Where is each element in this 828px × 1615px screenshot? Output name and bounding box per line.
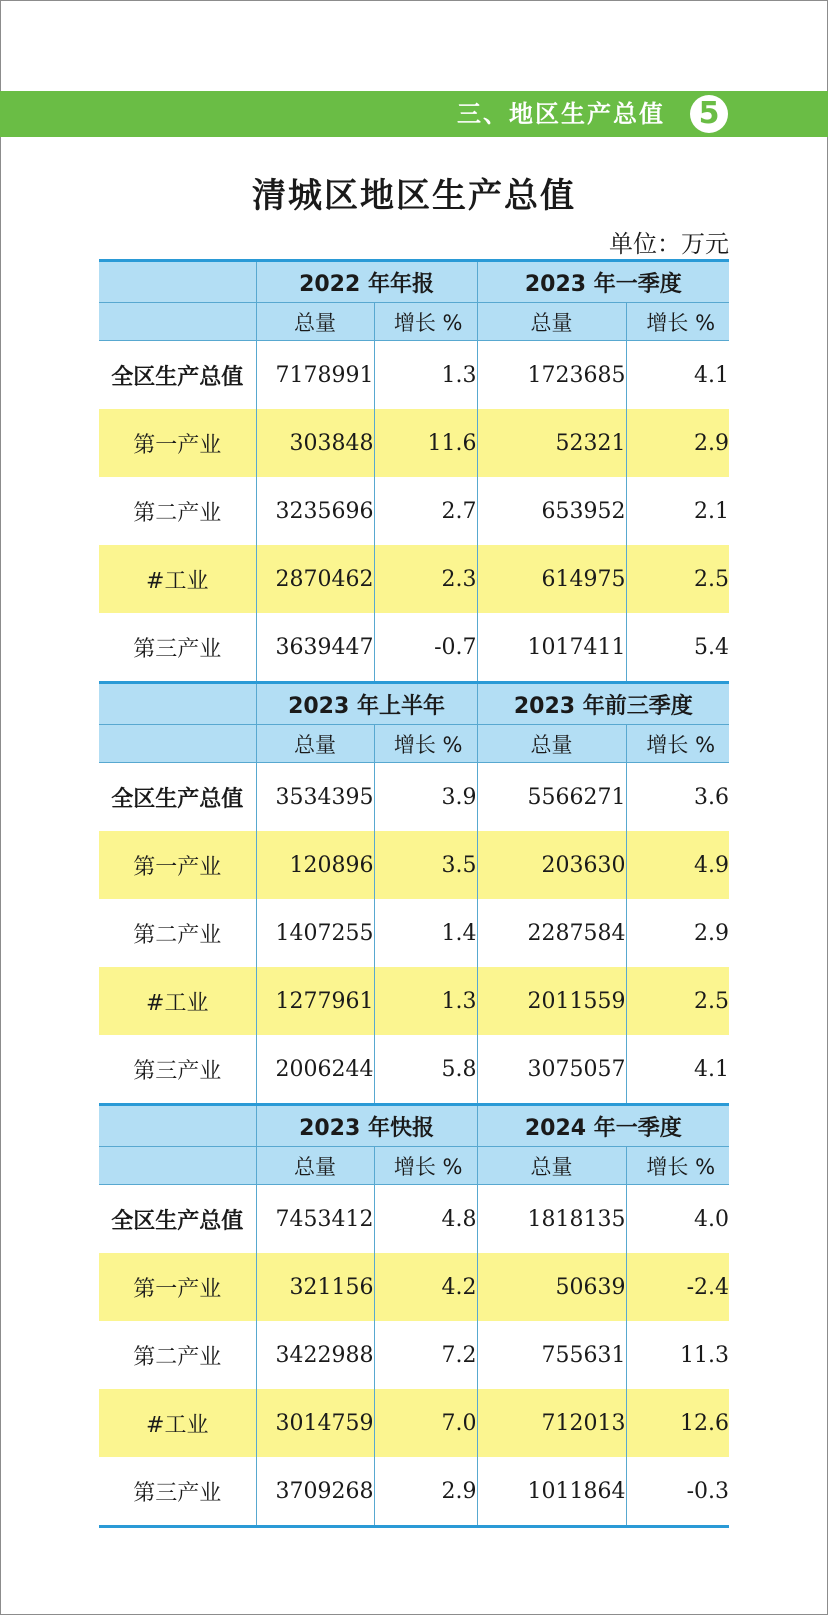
period-a-growth: 2.9	[374, 1457, 477, 1527]
table-row	[99, 967, 729, 1035]
total-header: 总量	[477, 725, 626, 763]
period-a-growth: 7.2	[374, 1321, 477, 1389]
period-header-row	[99, 261, 729, 303]
period-b-total: 1723685	[477, 341, 626, 410]
period-a-total: 120896	[256, 831, 374, 899]
table-row	[99, 1389, 729, 1457]
period-b-growth: 2.5	[626, 545, 729, 613]
period-b-total: 2011559	[477, 967, 626, 1035]
growth-header: 增长 %	[626, 303, 729, 341]
period-b-growth: 3.6	[626, 763, 729, 832]
period-a-total: 7453412	[256, 1185, 374, 1254]
total-header: 总量	[256, 725, 374, 763]
page-number-badge: 5	[690, 95, 728, 133]
table-row	[99, 1185, 729, 1254]
period-a-total: 3422988	[256, 1321, 374, 1389]
period-a-growth: 1.3	[374, 341, 477, 410]
period-b-growth: 2.9	[626, 899, 729, 967]
period-b-growth: 12.6	[626, 1389, 729, 1457]
period-b-total: 755631	[477, 1321, 626, 1389]
total-header: 总量	[256, 1147, 374, 1185]
period-header-row	[99, 1105, 729, 1147]
table-row	[99, 831, 729, 899]
period-a-total: 3235696	[256, 477, 374, 545]
period-a-total: 2870462	[256, 545, 374, 613]
measure-header-row	[99, 725, 729, 763]
period-a-total: 3639447	[256, 613, 374, 683]
growth-header: 增长 %	[626, 725, 729, 763]
measure-header-row	[99, 1147, 729, 1185]
period-a-growth: 2.3	[374, 545, 477, 613]
period-a-total: 1277961	[256, 967, 374, 1035]
period-a-total: 3014759	[256, 1389, 374, 1457]
industry-label: 第二产业	[133, 1344, 222, 1370]
period-b-header: 2023 年一季度	[477, 261, 729, 303]
gdp-table-wrapper	[99, 259, 729, 1528]
period-a-total: 321156	[256, 1253, 374, 1321]
table-row	[99, 613, 729, 683]
industry-label: #工业	[99, 967, 256, 1035]
growth-header: 增长 %	[626, 1147, 729, 1185]
period-b-total: 1017411	[477, 613, 626, 683]
period-b-growth: 4.1	[626, 341, 729, 410]
period-a-total: 2006244	[256, 1035, 374, 1105]
period-b-total: 52321	[477, 409, 626, 477]
table-row	[99, 1321, 729, 1389]
industry-label: 全区生产总值	[111, 786, 244, 812]
period-b-total: 2287584	[477, 899, 626, 967]
period-b-growth: 11.3	[626, 1321, 729, 1389]
measure-header-row	[99, 303, 729, 341]
growth-header: 增长 %	[374, 725, 477, 763]
gdp-table	[99, 259, 729, 1528]
period-a-growth: 11.6	[374, 409, 477, 477]
period-a-growth: -0.7	[374, 613, 477, 683]
industry-label: 全区生产总值	[111, 364, 244, 390]
period-b-total: 203630	[477, 831, 626, 899]
period-a-growth: 4.8	[374, 1185, 477, 1254]
period-a-growth: 4.2	[374, 1253, 477, 1321]
corner-cell	[99, 1105, 256, 1147]
period-b-header: 2024 年一季度	[477, 1105, 729, 1147]
total-header: 总量	[477, 303, 626, 341]
period-b-total: 1011864	[477, 1457, 626, 1527]
period-a-total: 3709268	[256, 1457, 374, 1527]
period-a-growth: 5.8	[374, 1035, 477, 1105]
period-a-total: 7178991	[256, 341, 374, 410]
industry-label: #工业	[99, 1389, 256, 1457]
period-b-total: 3075057	[477, 1035, 626, 1105]
total-header: 总量	[256, 303, 374, 341]
industry-label: 全区生产总值	[111, 1208, 244, 1234]
period-a-growth: 7.0	[374, 1389, 477, 1457]
period-b-growth: 2.9	[626, 409, 729, 477]
period-b-growth: 4.9	[626, 831, 729, 899]
period-a-header: 2023 年上半年	[256, 683, 477, 725]
industry-label: #工业	[99, 545, 256, 613]
period-b-total: 1818135	[477, 1185, 626, 1254]
table-row	[99, 409, 729, 477]
corner-cell	[99, 725, 256, 763]
section-title: 三、地区生产总值	[457, 100, 665, 128]
period-b-growth: 2.1	[626, 477, 729, 545]
industry-label: 第一产业	[99, 831, 256, 899]
unit-label: 单位：万元	[609, 230, 729, 258]
total-header: 总量	[477, 1147, 626, 1185]
industry-label: 第三产业	[133, 636, 222, 662]
period-a-total: 1407255	[256, 899, 374, 967]
period-a-header: 2022 年年报	[256, 261, 477, 303]
growth-header: 增长 %	[374, 1147, 477, 1185]
corner-cell	[99, 303, 256, 341]
period-b-header: 2023 年前三季度	[477, 683, 729, 725]
document-title: 清城区地区生产总值	[252, 176, 576, 216]
period-a-growth: 1.3	[374, 967, 477, 1035]
period-header-row	[99, 683, 729, 725]
table-row	[99, 1457, 729, 1527]
period-b-growth: -0.3	[626, 1457, 729, 1527]
period-a-header: 2023 年快报	[256, 1105, 477, 1147]
period-a-growth: 1.4	[374, 899, 477, 967]
table-row	[99, 1253, 729, 1321]
industry-label: 第三产业	[133, 1058, 222, 1084]
period-b-growth: 4.0	[626, 1185, 729, 1254]
growth-header: 增长 %	[374, 303, 477, 341]
industry-label: 第三产业	[99, 1457, 256, 1527]
period-a-total: 3534395	[256, 763, 374, 832]
industry-label: 第二产业	[133, 922, 222, 948]
table-row	[99, 899, 729, 967]
table-row	[99, 763, 729, 832]
table-row	[99, 341, 729, 410]
period-b-total: 50639	[477, 1253, 626, 1321]
period-b-total: 5566271	[477, 763, 626, 832]
period-b-growth: 4.1	[626, 1035, 729, 1105]
table-row	[99, 477, 729, 545]
corner-cell	[99, 1147, 256, 1185]
period-b-growth: 5.4	[626, 613, 729, 683]
period-b-total: 614975	[477, 545, 626, 613]
period-b-total: 712013	[477, 1389, 626, 1457]
corner-cell	[99, 261, 256, 303]
period-a-growth: 3.5	[374, 831, 477, 899]
period-b-growth: -2.4	[626, 1253, 729, 1321]
period-a-total: 303848	[256, 409, 374, 477]
industry-label: 第二产业	[133, 500, 222, 526]
table-row	[99, 1035, 729, 1105]
period-b-growth: 2.5	[626, 967, 729, 1035]
period-b-total: 653952	[477, 477, 626, 545]
period-a-growth: 3.9	[374, 763, 477, 832]
section-banner	[0, 91, 828, 137]
table-row	[99, 545, 729, 613]
period-a-growth: 2.7	[374, 477, 477, 545]
corner-cell	[99, 683, 256, 725]
industry-label: 第一产业	[99, 409, 256, 477]
industry-label: 第一产业	[99, 1253, 256, 1321]
